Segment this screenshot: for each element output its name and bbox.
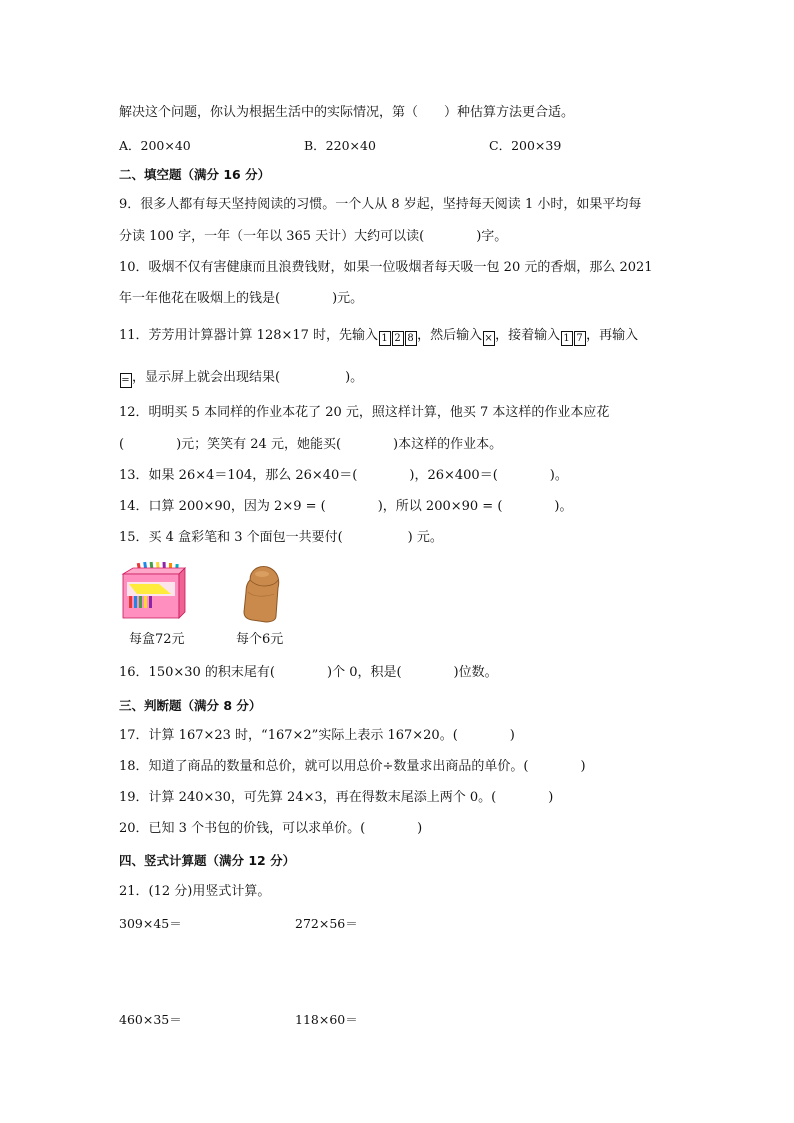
calculator-key-equals: = [121,375,130,386]
question-12-line2: ( )元；笑笑有 24 元，她能买( )本这样的作业本。 [119,437,503,452]
colored-pens-image [119,560,191,622]
calculator-key-times: × [484,333,493,344]
question-18: 18．知道了商品的数量和总价，就可以用总价÷数量求出商品的单价。( ) [119,759,586,774]
question-19: 19．计算 240×30，可先算 24×3，再在得数末尾添上两个 0。( ) [119,790,554,805]
calculator-key-7: 7 [574,331,586,346]
question-9-line2: 分读 100 字，一年（一年以 365 天计）大约可以读( )字。 [119,229,508,244]
section-judgement-title: 三、判断题（满分 8 分） [119,698,262,713]
question-13: 13．如果 26×4＝104，那么 26×40＝( )，26×400＝( )。 [119,468,568,483]
option-c: C．200×39 [489,138,562,153]
calc-3: 460×35＝ [119,1012,182,1027]
option-b: B．220×40 [304,138,376,153]
question-20: 20．已知 3 个书包的价钱，可以求单价。( ) [119,821,423,836]
question-15: 15．买 4 盒彩笔和 3 个面包一共要付( ) 元。 [119,530,443,545]
question-10-line1: 10．吸烟不仅有害健康而且浪费钱财，如果一位吸烟者每天吸一包 20 元的香烟，那么 2021 [119,260,653,275]
bread-price-caption: 每个6元 [236,632,284,647]
calculator-key-1: 1 [379,331,391,346]
calc-4: 118×60＝ [295,1012,358,1027]
question-17: 17．计算 167×23 时，“167×2”实际上表示 167×20。( ) [119,728,515,743]
calc-2: 272×56＝ [295,916,358,931]
calc-1: 309×45＝ [119,916,182,931]
question-10-line2: 年一年他花在吸烟上的钱是( )元。 [119,291,364,306]
question-11-line2: = ，显示屏上就会出现结果( )。 [121,370,364,386]
question-9-line1: 9．很多人都有每天坚持阅读的习惯。一个人从 8 岁起，坚持每天阅读 1 小时，如果平均每 [119,197,642,212]
calculator-key-1b: 1 [561,331,573,346]
question-11-line1: 11．芳芳用计算器计算 128×17 时，先输入 1 2 8 ，然后输入 × ，接着输入 1 7 ，再输入 [119,328,639,344]
question-8-intro: 解决这个问题，你认为根据生活中的实际情况，第（ ）种估算方法更合适。 [119,105,575,120]
question-16: 16．150×30 的积末尾有( )个 0，积是( )位数。 [119,665,498,680]
question-12-line1: 12．明明买 5 本同样的作业本花了 20 元，照这样计算，他买 7 本这样的作业本应花 [119,405,610,420]
calculator-key-2: 2 [392,331,404,346]
pens-price-caption: 每盒72元 [129,632,185,647]
question-14: 14．口算 200×90，因为 2×9 = ( )，所以 200×90 = ( )。 [119,499,573,514]
section-vertical-calc-title: 四、竖式计算题（满分 12 分） [119,853,296,868]
calculator-key-8: 8 [405,331,417,346]
question-21: 21．(12 分)用竖式计算。 [119,884,271,899]
section-fill-in-title: 二、填空题（满分 16 分） [119,167,271,182]
option-a: A．200×40 [119,138,191,153]
bread-image [238,562,288,624]
